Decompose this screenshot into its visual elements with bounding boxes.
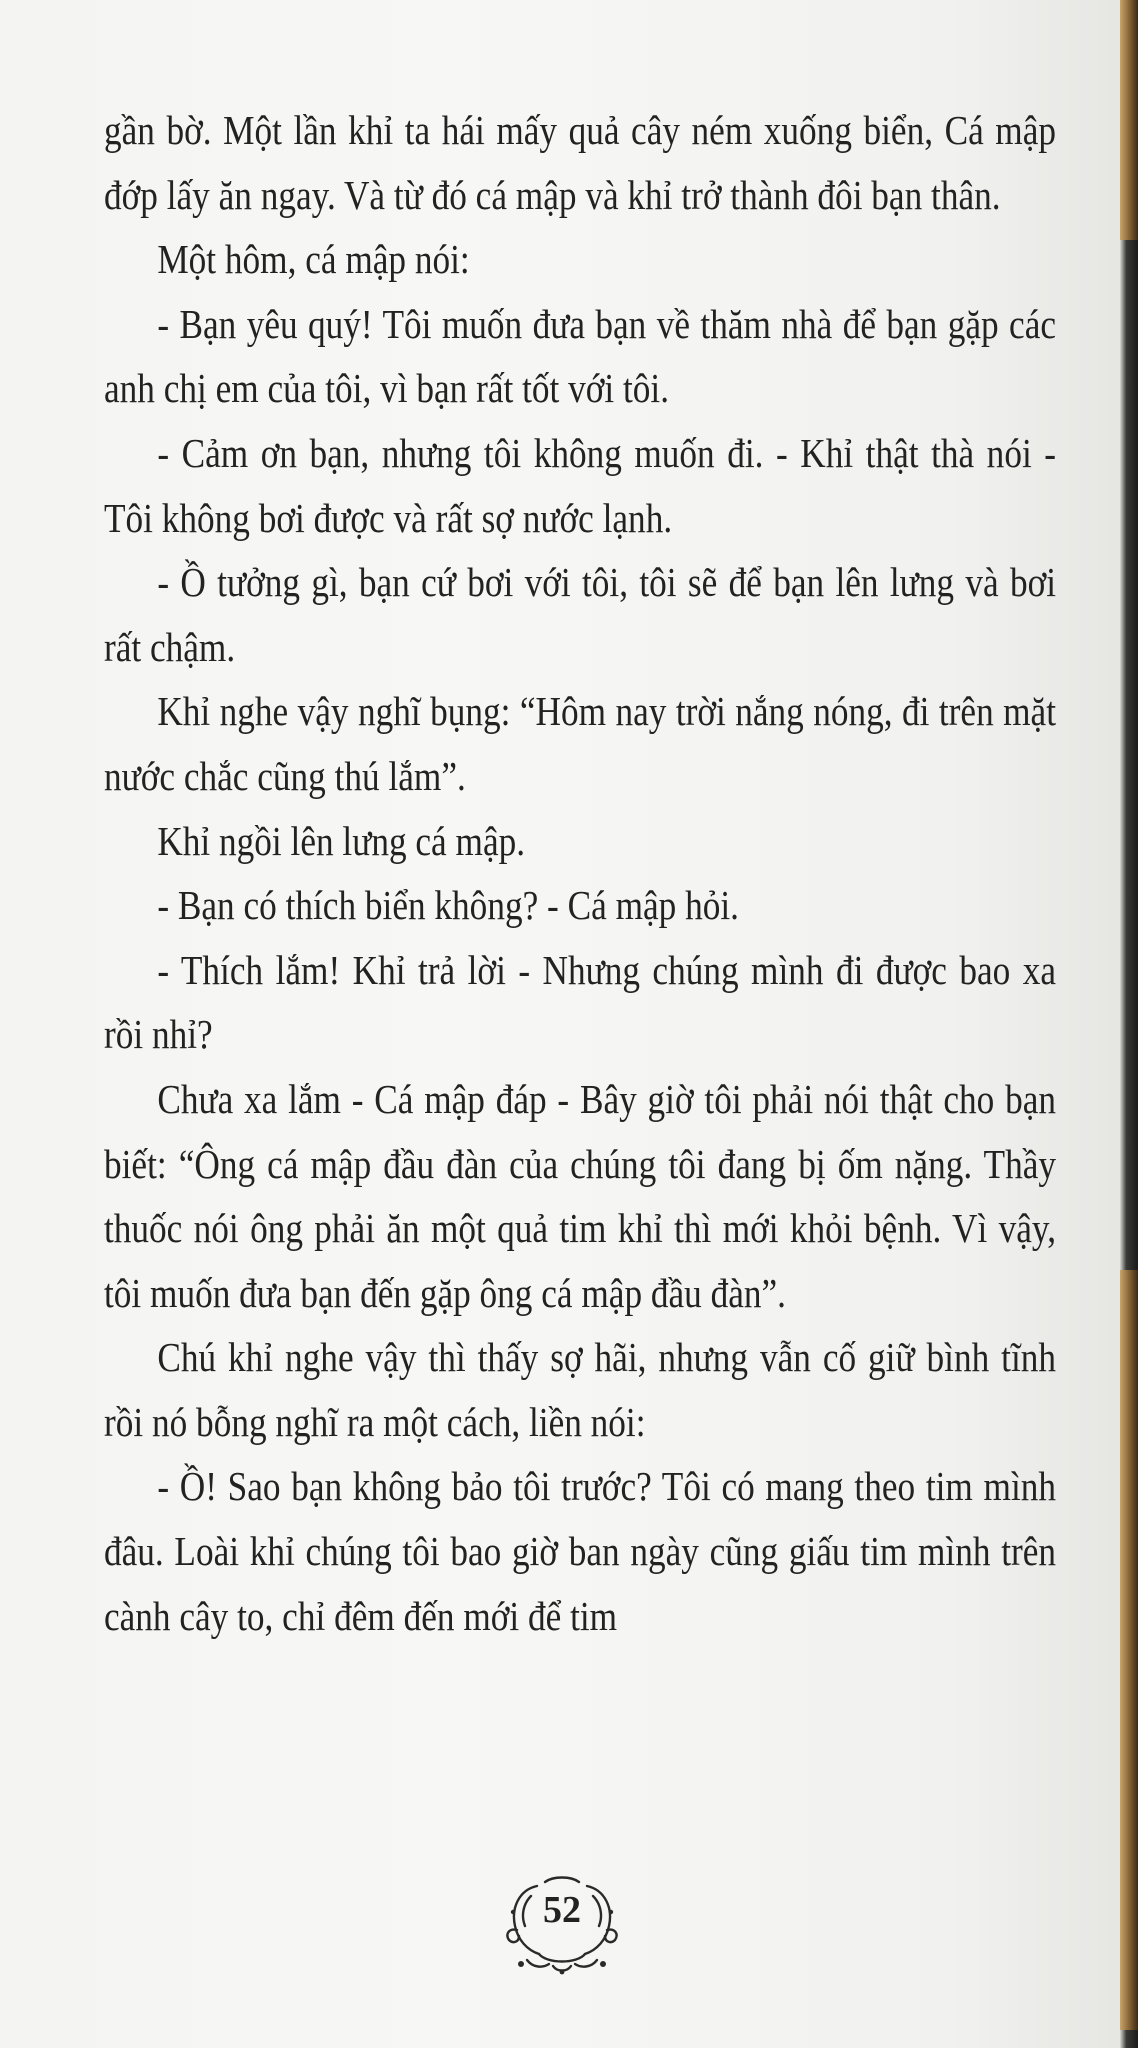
paragraph: - Bạn yêu quý! Tôi muốn đưa bạn về thăm nhà để bạn gặp các anh chị em của tôi, vì bạn rất tốt với tôi. — [104, 300, 1057, 412]
paragraph: Chưa xa lắm - Cá mập đáp - Bây giờ tôi phải nói thật cho bạn biết: “Ông cá mập đầu đàn của chúng tôi đang bị ốm nặng. Thầy thuốc nói ông phải ăn một quả tim khỉ thì mới khỏi bệnh. Vì vậy, tôi muốn đưa bạn đến gặp ông cá mập đầu đàn”. — [104, 1075, 1057, 1316]
book-cover-edge-bottom — [1120, 1270, 1138, 2030]
paragraph: - Cảm ơn bạn, nhưng tôi không muốn đi. - Khỉ thật thà nói - Tôi không bơi được và rất sợ nước lạnh. — [104, 429, 1057, 541]
paragraph: Khỉ ngồi lên lưng cá mập. — [157, 817, 526, 864]
paragraph: - Ồ! Sao bạn không bảo tôi trước? Tôi có mang theo tim mình đâu. Loài khỉ chúng tôi bao giờ ban ngày cũng giấu tim mình trên cành cây to, chỉ đêm đến mới để tim — [104, 1463, 1057, 1639]
book-cover-edge-top — [1120, 0, 1138, 240]
paragraph: - Thích lắm! Khỉ trả lời - Nhưng chúng mình đi được bao xa rồi nhỉ? — [104, 946, 1057, 1058]
paragraph: Một hôm, cá mập nói: — [157, 236, 470, 283]
story-text — [104, 98, 1057, 1648]
paragraph: - Ồ tưởng gì, bạn cứ bơi với tôi, tôi sẽ để bạn lên lưng và bơi rất chậm. — [104, 559, 1057, 670]
paragraph: Chú khỉ nghe vậy thì thấy sợ hãi, nhưng vẫn cố giữ bình tĩnh rồi nó bỗng nghĩ ra một cách, liền nói: — [104, 1334, 1057, 1445]
paragraph: Khỉ nghe vậy nghĩ bụng: “Hôm nay trời nắng nóng, đi trên mặt nước chắc cũng thú lắm”. — [104, 688, 1057, 799]
page-number-badge — [497, 1868, 627, 1978]
paragraph: gần bờ. Một lần khỉ ta hái mấy quả cây ném xuống biển, Cá mập đớp lấy ăn ngay. Và từ đó cá mập và khỉ trở thành đôi bạn thân. — [104, 107, 1057, 218]
page-number: 52 — [543, 1889, 581, 1931]
paragraph: - Bạn có thích biển không? - Cá mập hỏi. — [157, 882, 739, 929]
